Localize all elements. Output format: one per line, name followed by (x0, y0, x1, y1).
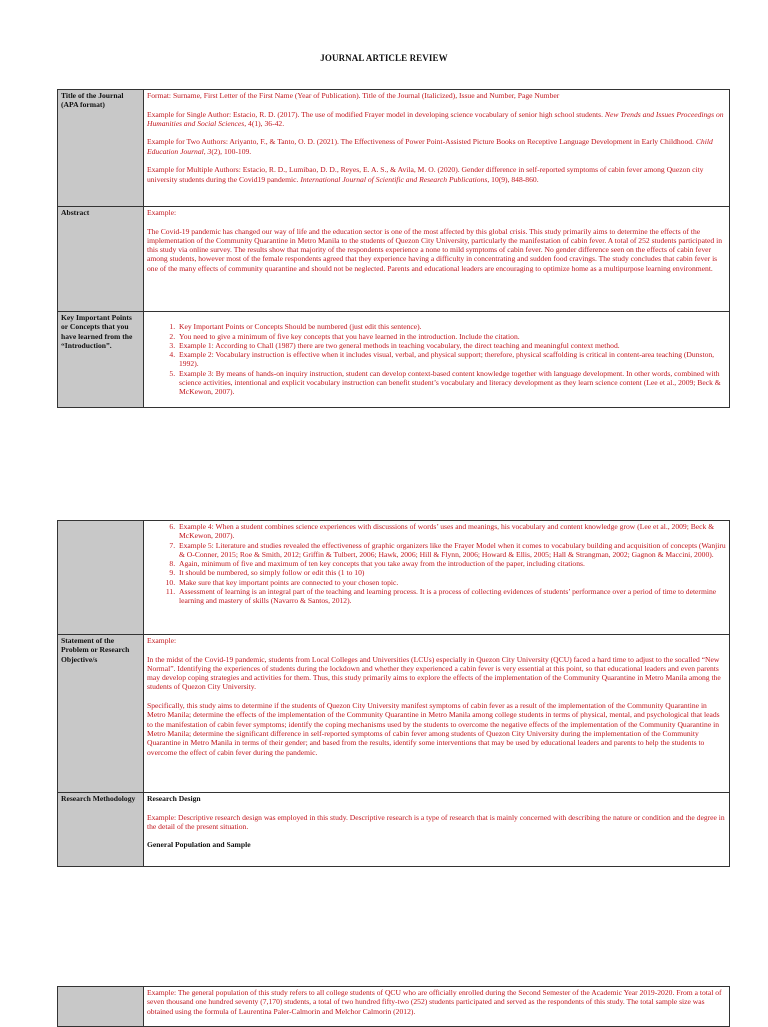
key-points-list-continued (147, 522, 726, 606)
content-key-points-continued (144, 521, 730, 635)
list-item: 11. Assessment of learning is an integral part of the teaching and learning process. It is a process of collecting evidences of students’ performance over a period of time to determine learning and mastery of skills (Navarro & Santos, 2012). (177, 587, 726, 606)
content-methodology (144, 793, 730, 867)
label-empty (58, 987, 144, 1027)
multiple-authors-example: Example for Multiple Authors: Estacio, R. D., Lumibao, D. D., Reyes, E. A. S., & Avila, M. O. (2020). Gender difference in self-reported symptoms of cabin fever among Quezon city university students during the Covid19 pandemic. International Journal of Scientific and Research Publications, 10(9), 848-860. (147, 165, 704, 184)
row-key-points (58, 312, 730, 408)
apa-format-text: Format: Surname, First Letter of the First Name (Year of Publication). Title of the Journal (Italicized), Issue and Number, Page Number (147, 91, 560, 100)
row-population (58, 987, 730, 1027)
content-abstract (144, 207, 730, 312)
content-problem-statement (144, 635, 730, 793)
list-item: 4. Example 2: Vocabulary instruction is effective when it includes visual, verbal, and physical support; therefore, physical scaffolding is critical in content-area teaching (Dunston, 1992). (177, 350, 726, 369)
row-key-points-continued (58, 521, 730, 635)
list-item: 5. Example 3: By means of hands-on inquiry instruction, student can develop context-based content knowledge together with language development. In other words, combined with science activities, intentional and explicit vocabulary instruction can benefit student’s vocabulary and literacy development as they learn science content (Lee et al., 2009; Beck & McKewon, 2007). (177, 369, 726, 397)
row-abstract (58, 207, 730, 312)
label-problem-statement: Statement of the Problem or Research Objective/s (58, 635, 144, 793)
list-item: 10. Make sure that key important points are connected to your chosen topic. (177, 578, 726, 587)
list-item: 2. You need to give a minimum of five key concepts that you have learned in the introduction. Include the citation. (177, 332, 726, 341)
key-points-list (147, 322, 726, 396)
population-text: Example: The general population of this study refers to all college students of QCU who are officially enrolled during the Second Semester of the Academic Year 2019-2020. From a total of seven thousand one hundred seventy (7,170) students, a total of two hundred fifty-two (252) students participated and served as the respondents of this study. The total sample size was obtained using the formula of Laurentina Paler-Calmorin and Melchor Calmorin (2012). (147, 988, 722, 1016)
row-problem-statement (58, 635, 730, 793)
row-journal-title (58, 90, 730, 207)
abstract-example-label: Example: (147, 208, 177, 217)
content-population (144, 987, 730, 1027)
population-heading: General Population and Sample (147, 840, 251, 850)
problem-paragraph-1: In the midst of the Covid-19 pandemic, students from Local Colleges and Universities (LCUs) especially in Quezon City University (QCU) faced a hard time to adjust to the socalled “New Normal”. Identifying the experiences of students during the lockdown and whether they experienced a cabin fever is very essential at this point, so that educational leaders and even parents may develop coping strategies and activities for them. Thus, this study primarily aims to explore the effects of the implementation of the Community Quarantine in Metro Manila among the students of Quezon City University. (147, 654, 721, 692)
single-author-example: Example for Single Author: Estacio, R. D. (2017). The use of modified Frayer model in developing science vocabulary of senior high school students. New Trends and Issues Proceedings on Humanities and Social Sciences, 4(1), 36-42. (147, 109, 724, 128)
list-item: 1. Key Important Points or Concepts Should be numbered (just edit this sentence). (177, 322, 726, 331)
list-item: 3. Example 1: According to Chall (1987) there are two general methods in teaching vocabulary, the direct teaching and meaningful context method. (177, 341, 726, 350)
label-methodology: Research Methodology (58, 793, 144, 867)
abstract-text: The Covid-19 pandemic has changed our way of life and the education sector is one of the most affected by this global crisis. This study primarily aims to determine the effects of the implementation of the Community Quarantine in Metro Manila to the students of Quezon City University, particularly the manifestation of cabin fever. A total of 252 students participated in this study via online survey. The results show that majority of the respondents experience a none to mild symptoms of cabin fever. No gender difference seen on the effects of cabin fever among students, however most of the female respondents agreed that they experience having a difficulty in concentrating and sudden food cravings. The study concludes that cabin fever is one of the many effects of community quarantine and should not be neglected. Parents and educational leaders are encouraging to optimize home as a multipurpose learning environment. (147, 226, 723, 273)
review-table-2 (57, 520, 730, 867)
list-item: 6. Example 4: When a student combines science experiences with discussions of words’ uses and meanings, his vocabulary and content knowledge grow (Lee et al., 2009; Beck & McKewon, 2007). (177, 522, 726, 541)
research-design-heading: Research Design (147, 794, 201, 803)
list-item: 7. Example 5: Literature and studies revealed the effectiveness of graphic organizers like the Frayer Model when it comes to vocabulary building and acquisition of concepts (Wanjiru & O-Conner, 2015; Roe & Smith, 2012; Griffin & Tulbert, 2006; Hawk, 2006; Hill & Flynn, 2006; Howard & Ellis, 2005; Hall & Strangman, 2002; Gagnon & Maccini, 2000). (177, 541, 726, 560)
problem-example-label: Example: (147, 636, 177, 645)
row-methodology (58, 793, 730, 867)
list-item: 8. Again, minimum of five and maximum of ten key concepts that you take away from the introduction of the paper, including citations. (177, 559, 726, 568)
label-abstract: Abstract (58, 207, 144, 312)
content-key-points (144, 312, 730, 408)
two-authors-example: Example for Two Authors: Ariyanto, F., & Tanto, O. D. (2021). The Effectiveness of Power Point-Assisted Picture Books on Receptive Language Development in Early Childhood. Child Education Journal, 3(2), 100-109. (147, 137, 713, 156)
list-item: 9. It should be numbered, so simply follow or edit this (1 to 10) (177, 568, 726, 577)
label-journal-title: Title of the Journal (APA format) (58, 90, 144, 207)
page-title: JOURNAL ARTICLE REVIEW (320, 53, 448, 63)
review-table-3 (57, 986, 730, 1027)
content-journal-title (144, 90, 730, 207)
research-design-text: Example: Descriptive research design was employed in this study. Descriptive research is a type of research that is mainly concerned with describing the nature or condition and the degree in the detail of the present situation. (147, 812, 725, 831)
problem-paragraph-2: Specifically, this study aims to determine if the students of Quezon City University manifest symptoms of cabin fever as a result of the implementation of the Community Quarantine in Metro Manila; determine the effects of the implementation of the Community Quarantine in Metro Manila among college students in terms of physical, mental, and psychological that leads to the manifestation of cabin fever symptoms; identify the coping mechanisms used by the students to overcome the negative effects of the implementation of the Community Quarantine in Metro Manila; determine the significant difference in self-reported symptoms of cabin fever among students of Quezon City University during the implementation of the Community Quarantine in Metro Manila in terms of their gender; and based from the results, identify some interventions that may be used by educational leaders and parents to help the students to overcome the effect of cabin fever during the pandemic. (147, 701, 720, 757)
label-key-points: Key Important Points or Concepts that you have learned from the “Introduction”. (58, 312, 144, 408)
label-empty (58, 521, 144, 635)
review-table-1 (57, 89, 730, 408)
